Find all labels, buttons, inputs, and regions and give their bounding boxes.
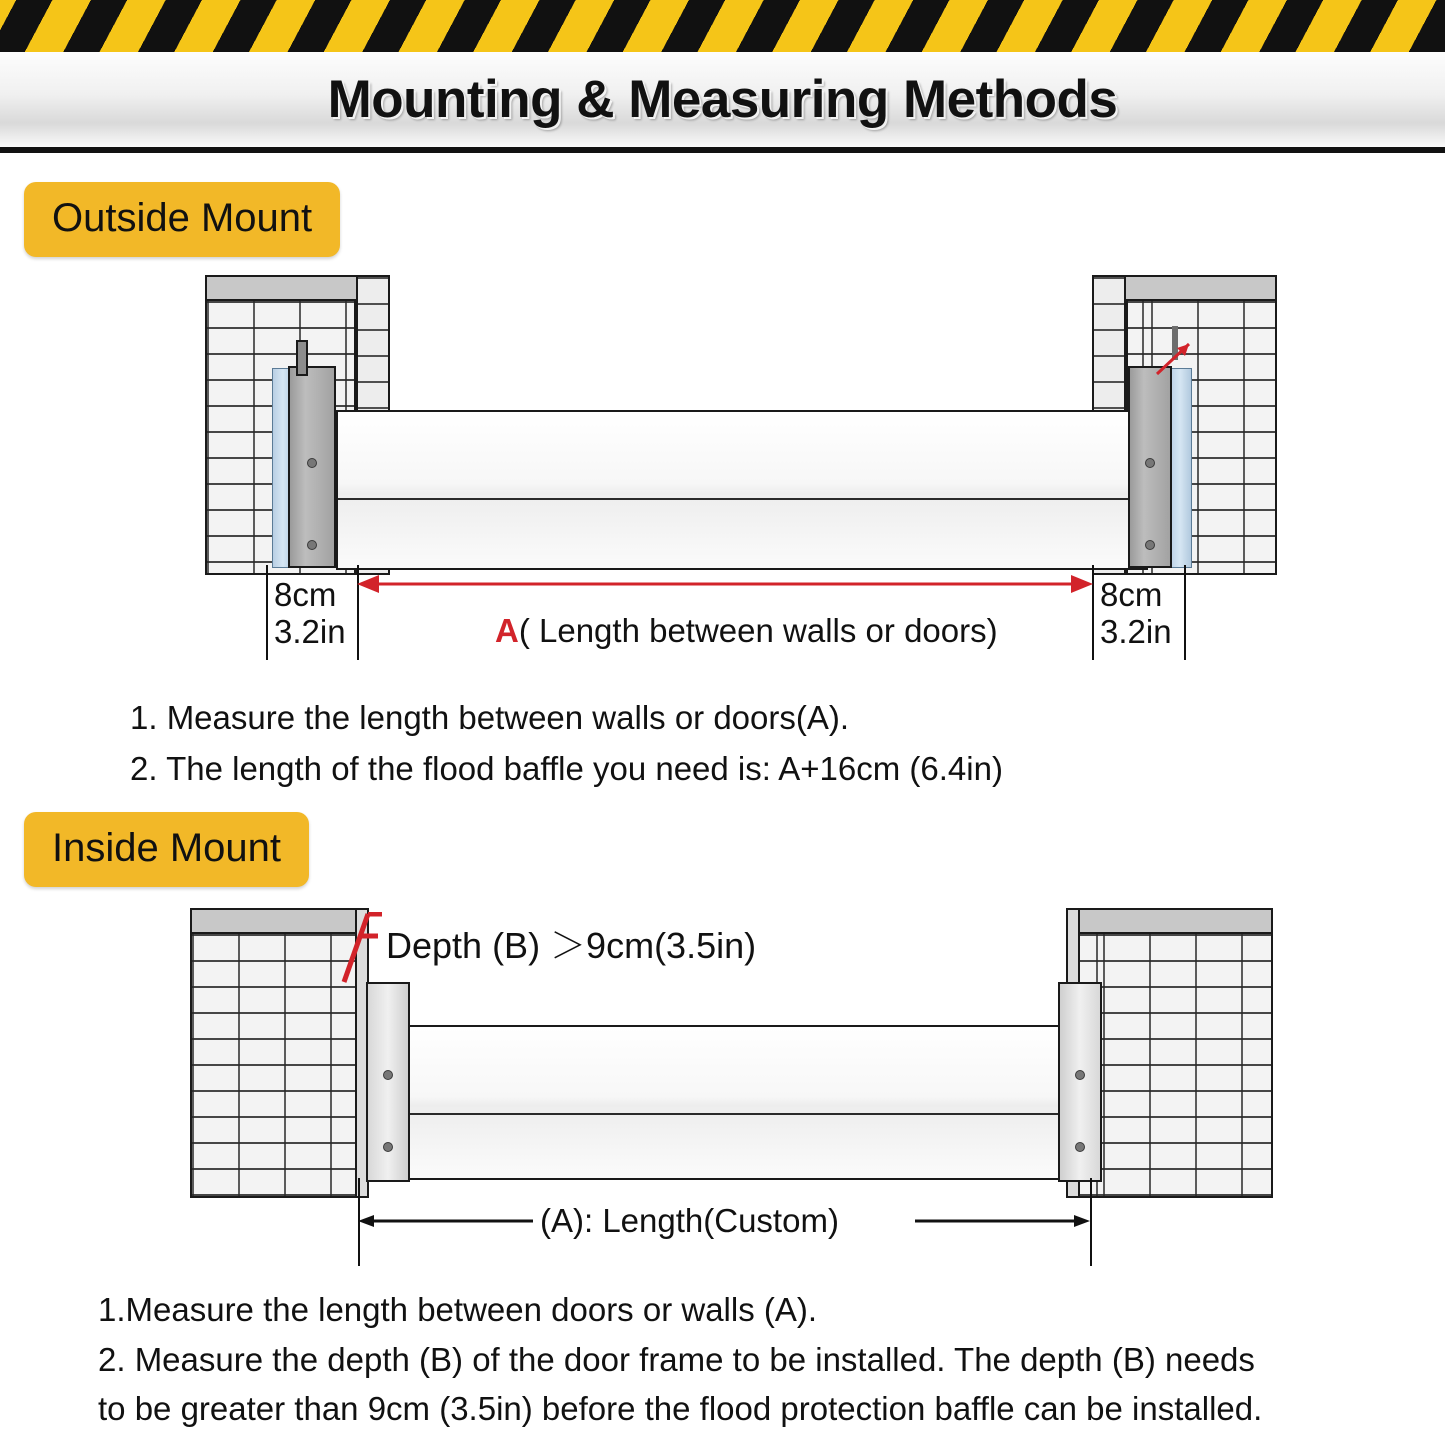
baffle-seam xyxy=(394,1113,1064,1115)
page-title: Mounting & Measuring Methods xyxy=(327,70,1118,129)
inside-note-3: to be greater than 9cm (3.5in) before the flood protection baffle can be installed. xyxy=(98,1390,1263,1427)
outside-right-bracket xyxy=(1128,366,1172,568)
outside-left-anchor-bolt xyxy=(296,340,308,376)
inside-span-caption: (A): Length(Custom) xyxy=(540,1202,839,1239)
bracket-screw xyxy=(1075,1142,1085,1152)
outside-span-text: ( Length between walls or doors) xyxy=(518,612,998,649)
bracket-screw xyxy=(383,1142,393,1152)
outside-dim-tick-left-outer xyxy=(266,565,268,660)
bracket-screw xyxy=(307,540,317,550)
baffle-seam xyxy=(338,498,1146,500)
inside-mount-notes xyxy=(98,1285,1262,1434)
section-label-outside-mount xyxy=(24,182,340,257)
inside-dim-tick-right xyxy=(1090,1178,1092,1266)
outside-step-2: 2. The length of the flood baffle you need is: A+16cm (6.4in) xyxy=(130,750,1003,788)
inside-mount-label: Inside Mount xyxy=(24,812,309,887)
outside-left-bracket xyxy=(288,366,336,568)
inside-right-pillar xyxy=(1078,908,1273,1198)
inside-note-1: 1.Measure the length between doors or walls (A). xyxy=(98,1291,818,1328)
outside-span-caption xyxy=(495,612,998,650)
inside-note-2: 2. Measure the depth (B) of the door frame to be installed. The depth (B) needs xyxy=(98,1340,1255,1378)
outside-span-letter: A xyxy=(495,612,519,649)
bracket-screw xyxy=(1145,540,1155,550)
header-banner xyxy=(0,0,1445,155)
outside-dim-tick-right-outer xyxy=(1184,565,1186,660)
bracket-screw xyxy=(1145,458,1155,468)
inside-depth-note: Depth (B) ＞9cm(3.5in) xyxy=(386,925,757,966)
inside-span-arrow-left xyxy=(358,1212,533,1230)
outside-step-1: 1. Measure the length between walls or doors(A). xyxy=(130,699,850,736)
outside-mount-steps xyxy=(130,692,1003,794)
inside-left-bracket xyxy=(366,982,410,1182)
outside-span-arrow xyxy=(357,570,1093,598)
hazard-stripe-decoration xyxy=(0,0,1445,55)
outside-right-dimension-imperial: 3.2in xyxy=(1100,612,1172,650)
pillar-cap xyxy=(1078,908,1273,934)
outside-flood-baffle-panel xyxy=(336,410,1148,570)
outside-mount-label: Outside Mount xyxy=(24,182,340,257)
outside-left-dimension-imperial: 3.2in xyxy=(274,612,346,650)
outside-right-red-arrow-icon xyxy=(1155,340,1195,376)
section-label-inside-mount xyxy=(24,812,309,887)
bracket-screw xyxy=(383,1070,393,1080)
header-title-band xyxy=(0,52,1445,153)
inside-depth-marker-icon xyxy=(338,912,386,984)
pillar-brick-face xyxy=(1078,932,1273,1198)
outside-right-dimension xyxy=(1100,577,1172,651)
bracket-screw xyxy=(1075,1070,1085,1080)
bracket-screw xyxy=(307,458,317,468)
inside-span-arrow-right xyxy=(915,1212,1090,1230)
outside-left-dimension-metric: 8cm xyxy=(274,576,337,613)
outside-right-dimension-metric: 8cm xyxy=(1100,576,1163,613)
inside-flood-baffle-panel xyxy=(392,1025,1066,1180)
inside-right-bracket xyxy=(1058,982,1102,1182)
outside-left-dimension xyxy=(274,577,346,651)
